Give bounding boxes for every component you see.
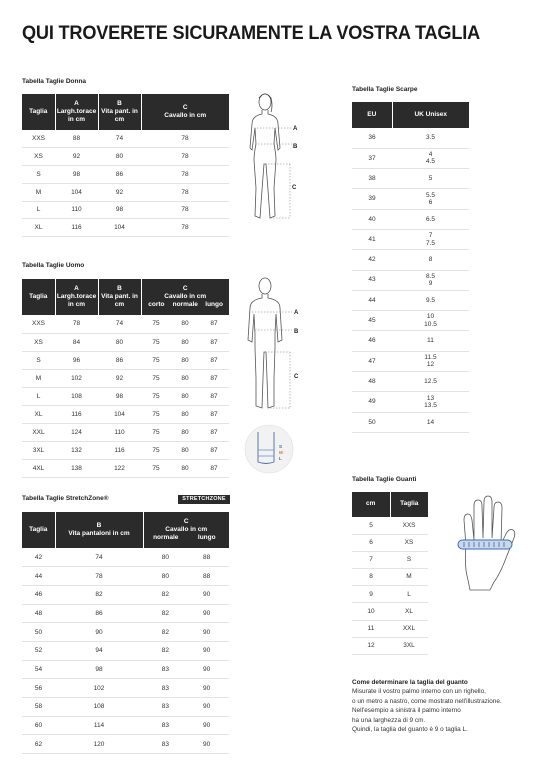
cavallo-value: 75 bbox=[152, 410, 160, 418]
table-cell: 9 bbox=[352, 586, 390, 603]
table-cell: 78 bbox=[141, 219, 229, 237]
table-cell: 116 bbox=[98, 441, 141, 459]
table-cell: L bbox=[390, 586, 428, 603]
table-cell: 92 bbox=[98, 369, 141, 387]
table-row bbox=[22, 459, 229, 477]
table-cell: 37 bbox=[352, 148, 392, 168]
cavallo-value: 87 bbox=[210, 428, 218, 436]
table-cell: 6.5 bbox=[392, 209, 469, 229]
table-cell: 50 bbox=[352, 412, 392, 432]
header-taglia: Taglia bbox=[22, 512, 55, 548]
table-cell: 44 bbox=[352, 290, 392, 310]
table-cell: 80 bbox=[98, 333, 141, 351]
glove-measure-note bbox=[352, 678, 530, 734]
cavallo-value: 90 bbox=[203, 684, 211, 692]
table-row bbox=[22, 441, 229, 459]
table-row bbox=[352, 311, 469, 331]
table-cell: 80 bbox=[98, 148, 141, 166]
table-cell: 8 bbox=[392, 250, 469, 270]
table-row bbox=[22, 201, 229, 219]
table-cell: 108 bbox=[55, 698, 143, 717]
table-cell: 8.5 9 bbox=[392, 270, 469, 290]
header-uk: UK Unisex bbox=[392, 102, 469, 128]
table-cell: 74 bbox=[98, 315, 141, 333]
table-cell: 56 bbox=[22, 679, 55, 698]
hand-measure-diagram bbox=[450, 494, 522, 594]
table-cell: 98 bbox=[98, 201, 141, 219]
table-cell: L bbox=[22, 201, 55, 219]
table-row bbox=[352, 569, 428, 586]
table-row bbox=[22, 548, 229, 567]
cavallo-value: 87 bbox=[210, 374, 218, 382]
cavallo-value: 83 bbox=[161, 684, 169, 692]
table-cell: XS bbox=[22, 333, 55, 351]
table-cell: 78 bbox=[141, 201, 229, 219]
cavallo-value: 75 bbox=[152, 446, 160, 454]
header-eu: EU bbox=[352, 102, 392, 128]
table-cell: 98 bbox=[55, 166, 98, 184]
table-cell: 62 bbox=[22, 735, 55, 754]
label-c: C bbox=[292, 185, 297, 191]
table-row bbox=[22, 369, 229, 387]
table-cell bbox=[141, 351, 229, 369]
table-cell: 92 bbox=[98, 183, 141, 201]
header-b: B Vita pantaloni in cm bbox=[55, 512, 143, 548]
table-row bbox=[352, 620, 428, 637]
cavallo-value: 90 bbox=[203, 609, 211, 617]
cavallo-value: 75 bbox=[152, 320, 160, 328]
table-cell: 120 bbox=[55, 735, 143, 754]
header-a: A Largh.torace in cm bbox=[55, 279, 98, 315]
cavallo-value: 80 bbox=[181, 338, 189, 346]
header-c: C Cavallo in cm corto normale lungo bbox=[141, 279, 229, 315]
label-a: A bbox=[293, 126, 298, 132]
table-cell bbox=[143, 641, 229, 660]
table-cell: 74 bbox=[55, 548, 143, 567]
table-cell: L bbox=[22, 387, 55, 405]
label-b: B bbox=[294, 329, 299, 335]
table-cell: S bbox=[22, 351, 55, 369]
table-cell: 54 bbox=[22, 660, 55, 679]
table-row bbox=[352, 331, 469, 351]
table-cell: 42 bbox=[22, 548, 55, 567]
cavallo-value: 80 bbox=[181, 374, 189, 382]
table-row bbox=[352, 189, 469, 209]
table-cell: 78 bbox=[141, 148, 229, 166]
table-row bbox=[22, 679, 229, 698]
table-cell: 11 bbox=[392, 331, 469, 351]
table-cell: 10 10.5 bbox=[392, 311, 469, 331]
cavallo-value: 83 bbox=[161, 665, 169, 673]
uomo-table-label: Tabella Taglie Uomo bbox=[22, 262, 85, 269]
table-cell: 102 bbox=[55, 369, 98, 387]
cavallo-value: 80 bbox=[181, 356, 189, 364]
table-cell bbox=[141, 441, 229, 459]
table-cell: XXS bbox=[22, 315, 55, 333]
table-cell: 5 bbox=[392, 169, 469, 189]
table-cell: 46 bbox=[352, 331, 392, 351]
table-cell bbox=[141, 405, 229, 423]
table-cell: 5.5 6 bbox=[392, 189, 469, 209]
table-cell: 3XL bbox=[22, 441, 55, 459]
table-row bbox=[22, 641, 229, 660]
table-cell: 7 bbox=[352, 551, 390, 568]
table-cell: XS bbox=[22, 148, 55, 166]
table-cell: 96 bbox=[55, 351, 98, 369]
header-taglia: Taglia bbox=[22, 94, 55, 130]
table-cell bbox=[143, 585, 229, 604]
cavallo-value: 82 bbox=[161, 647, 169, 655]
table-row bbox=[22, 130, 229, 148]
cavallo-value: 82 bbox=[161, 591, 169, 599]
table-cell bbox=[141, 387, 229, 405]
label-s: S bbox=[279, 444, 283, 449]
table-cell: 82 bbox=[55, 585, 143, 604]
stretchzone-size-table bbox=[22, 512, 229, 754]
table-cell: 88 bbox=[55, 130, 98, 148]
header-c: C Cavallo in cm bbox=[141, 94, 229, 130]
table-row bbox=[22, 183, 229, 201]
cavallo-value: 80 bbox=[181, 392, 189, 400]
table-cell: XXL bbox=[390, 620, 428, 637]
table-cell: 6 bbox=[352, 534, 390, 551]
cavallo-value: 87 bbox=[210, 464, 218, 472]
table-cell: 44 bbox=[22, 567, 55, 586]
header-cm: cm bbox=[352, 492, 390, 517]
table-cell: 45 bbox=[352, 311, 392, 331]
table-cell: 8 bbox=[352, 569, 390, 586]
table-cell: 104 bbox=[98, 219, 141, 237]
table-row bbox=[352, 551, 428, 568]
table-row bbox=[352, 169, 469, 189]
label-c: C bbox=[294, 374, 299, 380]
table-row bbox=[22, 660, 229, 679]
table-row bbox=[352, 128, 469, 148]
stretch-table-label: Tabella Taglie StretchZone® bbox=[22, 495, 109, 502]
table-cell: 78 bbox=[141, 183, 229, 201]
table-row bbox=[352, 603, 428, 620]
table-row bbox=[352, 250, 469, 270]
table-cell: 12 bbox=[352, 637, 390, 654]
table-row bbox=[22, 315, 229, 333]
cavallo-value: 80 bbox=[181, 428, 189, 436]
table-cell: 122 bbox=[98, 459, 141, 477]
table-row bbox=[22, 567, 229, 586]
table-cell bbox=[143, 660, 229, 679]
table-row bbox=[22, 423, 229, 441]
header-c: C Cavallo in cm normale lungo bbox=[143, 512, 229, 548]
table-cell: XL bbox=[390, 603, 428, 620]
cavallo-value: 90 bbox=[203, 740, 211, 748]
table-row bbox=[352, 148, 469, 168]
table-cell bbox=[141, 333, 229, 351]
table-row bbox=[352, 392, 469, 412]
table-cell: XL bbox=[22, 405, 55, 423]
scarpe-size-table bbox=[352, 102, 469, 433]
table-cell: 14 bbox=[392, 412, 469, 432]
label-b: B bbox=[293, 144, 298, 150]
cavallo-value: 83 bbox=[161, 703, 169, 711]
table-row bbox=[352, 209, 469, 229]
cavallo-value: 90 bbox=[203, 722, 211, 730]
table-cell: 48 bbox=[22, 604, 55, 623]
table-cell: 104 bbox=[98, 405, 141, 423]
cavallo-value: 87 bbox=[210, 392, 218, 400]
cavallo-value: 90 bbox=[203, 628, 211, 636]
label-l: L bbox=[279, 456, 282, 461]
table-row bbox=[352, 412, 469, 432]
table-cell: 86 bbox=[55, 604, 143, 623]
table-cell: XXL bbox=[22, 423, 55, 441]
table-cell: 98 bbox=[55, 660, 143, 679]
table-cell: 60 bbox=[22, 716, 55, 735]
table-cell bbox=[143, 623, 229, 642]
table-cell: 5 bbox=[352, 517, 390, 534]
label-m: M bbox=[279, 450, 283, 455]
cavallo-value: 80 bbox=[181, 320, 189, 328]
table-cell: 78 bbox=[55, 315, 98, 333]
page-title: QUI TROVERETE SICURAMENTE LA VOSTRA TAGLIA bbox=[22, 22, 480, 44]
table-cell: 78 bbox=[141, 130, 229, 148]
table-cell: 42 bbox=[352, 250, 392, 270]
cavallo-value: 90 bbox=[203, 665, 211, 673]
table-row bbox=[22, 219, 229, 237]
table-cell: 78 bbox=[141, 166, 229, 184]
table-cell bbox=[141, 369, 229, 387]
table-row bbox=[22, 716, 229, 735]
table-cell: 40 bbox=[352, 209, 392, 229]
table-row bbox=[352, 351, 469, 371]
table-cell: 3XL bbox=[390, 637, 428, 654]
table-row bbox=[352, 637, 428, 654]
note-line: Nell'esempio a sinistra il palmo interno bbox=[352, 707, 461, 715]
table-cell: 58 bbox=[22, 698, 55, 717]
cavallo-value: 87 bbox=[210, 320, 218, 328]
cavallo-value: 87 bbox=[210, 410, 218, 418]
table-cell: 39 bbox=[352, 189, 392, 209]
cavallo-value: 90 bbox=[203, 591, 211, 599]
scarpe-table-label: Tabella Taglie Scarpe bbox=[352, 86, 418, 93]
cavallo-value: 90 bbox=[203, 647, 211, 655]
table-cell: 84 bbox=[55, 333, 98, 351]
note-title: Come determinare la taglia del guanto bbox=[352, 679, 468, 686]
table-cell: S bbox=[390, 551, 428, 568]
woman-body-diagram bbox=[240, 88, 305, 228]
table-cell: 108 bbox=[55, 387, 98, 405]
cavallo-value: 75 bbox=[152, 374, 160, 382]
table-cell bbox=[141, 459, 229, 477]
table-cell: S bbox=[22, 166, 55, 184]
cavallo-value: 80 bbox=[181, 464, 189, 472]
table-cell: 138 bbox=[55, 459, 98, 477]
table-cell: 110 bbox=[98, 423, 141, 441]
table-row bbox=[22, 333, 229, 351]
cavallo-value: 80 bbox=[161, 572, 169, 580]
table-cell: 86 bbox=[98, 351, 141, 369]
table-cell: 12.5 bbox=[392, 372, 469, 392]
table-cell: 92 bbox=[55, 148, 98, 166]
header-taglia: Taglia bbox=[390, 492, 428, 517]
table-cell: 49 bbox=[352, 392, 392, 412]
table-cell: 124 bbox=[55, 423, 98, 441]
table-cell bbox=[143, 716, 229, 735]
cavallo-value: 87 bbox=[210, 338, 218, 346]
table-cell: 90 bbox=[55, 623, 143, 642]
stretchzone-logo: STRETCHZONE bbox=[178, 495, 230, 504]
cavallo-value: 80 bbox=[181, 410, 189, 418]
guanti-size-table bbox=[352, 492, 428, 655]
cavallo-value: 75 bbox=[152, 464, 160, 472]
leg-length-diagram bbox=[244, 424, 294, 474]
table-row bbox=[352, 229, 469, 249]
table-cell: 36 bbox=[352, 128, 392, 148]
table-cell: M bbox=[22, 369, 55, 387]
table-row bbox=[22, 735, 229, 754]
note-line: Misurate il vostro palmo interno con un righello, bbox=[352, 688, 486, 696]
table-cell: XXS bbox=[22, 130, 55, 148]
table-row bbox=[22, 585, 229, 604]
table-row bbox=[22, 698, 229, 717]
table-cell bbox=[143, 604, 229, 623]
table-cell: 7 7.5 bbox=[392, 229, 469, 249]
guanti-table-label: Tabella Taglie Guanti bbox=[352, 476, 417, 483]
table-cell: 104 bbox=[55, 183, 98, 201]
cavallo-value: 80 bbox=[181, 446, 189, 454]
table-row bbox=[352, 586, 428, 603]
table-cell: 41 bbox=[352, 229, 392, 249]
table-cell bbox=[143, 567, 229, 586]
table-cell: 102 bbox=[55, 679, 143, 698]
header-taglia: Taglia bbox=[22, 279, 55, 315]
cavallo-value: 83 bbox=[161, 740, 169, 748]
table-cell: 43 bbox=[352, 270, 392, 290]
note-line: Quindi, la taglia del guanto è 9 o taglia L. bbox=[352, 726, 468, 734]
cavallo-value: 87 bbox=[210, 356, 218, 364]
table-cell: 116 bbox=[55, 219, 98, 237]
table-cell: XS bbox=[390, 534, 428, 551]
table-cell: 13 13.5 bbox=[392, 392, 469, 412]
table-row bbox=[22, 166, 229, 184]
table-cell: 86 bbox=[98, 166, 141, 184]
table-row bbox=[352, 372, 469, 392]
table-cell: XXS bbox=[390, 517, 428, 534]
donna-table-label: Tabella Taglie Donna bbox=[22, 78, 87, 85]
table-cell: 48 bbox=[352, 372, 392, 392]
table-cell: 116 bbox=[55, 405, 98, 423]
table-cell: 132 bbox=[55, 441, 98, 459]
table-cell bbox=[141, 315, 229, 333]
table-row bbox=[352, 270, 469, 290]
table-cell: 4 4.5 bbox=[392, 148, 469, 168]
cavallo-value: 90 bbox=[203, 703, 211, 711]
table-row bbox=[22, 148, 229, 166]
table-row bbox=[22, 387, 229, 405]
table-row bbox=[22, 405, 229, 423]
cavallo-value: 80 bbox=[161, 553, 169, 561]
table-cell bbox=[143, 698, 229, 717]
header-b: B Vita pant. in cm bbox=[98, 94, 141, 130]
man-body-diagram bbox=[240, 274, 305, 414]
note-line: ha una larghezza di 9 cm. bbox=[352, 716, 426, 724]
cavallo-value: 75 bbox=[152, 428, 160, 436]
table-cell: 11.5 12 bbox=[392, 351, 469, 371]
donna-size-table bbox=[22, 94, 229, 237]
cavallo-value: 88 bbox=[203, 553, 211, 561]
label-a: A bbox=[294, 310, 299, 316]
table-row bbox=[22, 351, 229, 369]
cavallo-value: 75 bbox=[152, 392, 160, 400]
cavallo-value: 75 bbox=[152, 356, 160, 364]
note-line: o un metro a nastro, come mostrato nell'illustrazione. bbox=[352, 697, 502, 705]
table-cell: 114 bbox=[55, 716, 143, 735]
cavallo-value: 75 bbox=[152, 338, 160, 346]
table-row bbox=[22, 604, 229, 623]
table-cell bbox=[141, 423, 229, 441]
table-cell: 3.5 bbox=[392, 128, 469, 148]
table-row bbox=[352, 534, 428, 551]
cavallo-value: 82 bbox=[161, 628, 169, 636]
cavallo-value: 87 bbox=[210, 446, 218, 454]
table-cell: M bbox=[390, 569, 428, 586]
table-cell: 9.5 bbox=[392, 290, 469, 310]
cavallo-value: 82 bbox=[161, 609, 169, 617]
table-cell: 11 bbox=[352, 620, 390, 637]
table-cell bbox=[143, 548, 229, 567]
table-cell: 94 bbox=[55, 641, 143, 660]
table-cell: M bbox=[22, 183, 55, 201]
table-cell: 110 bbox=[55, 201, 98, 219]
cavallo-value: 83 bbox=[161, 722, 169, 730]
uomo-size-table bbox=[22, 279, 229, 478]
table-cell: 52 bbox=[22, 641, 55, 660]
header-b: B Vita pant. in cm bbox=[98, 279, 141, 315]
table-cell: 47 bbox=[352, 351, 392, 371]
table-row bbox=[22, 623, 229, 642]
table-cell: 38 bbox=[352, 169, 392, 189]
table-row bbox=[352, 290, 469, 310]
table-cell: 10 bbox=[352, 603, 390, 620]
table-cell: 98 bbox=[98, 387, 141, 405]
table-cell: 4XL bbox=[22, 459, 55, 477]
cavallo-value: 88 bbox=[203, 572, 211, 580]
table-cell: 50 bbox=[22, 623, 55, 642]
header-a: A Largh.torace in cm bbox=[55, 94, 98, 130]
table-cell: 74 bbox=[98, 130, 141, 148]
table-cell: 78 bbox=[55, 567, 143, 586]
table-row bbox=[352, 517, 428, 534]
table-cell bbox=[143, 735, 229, 754]
table-cell bbox=[143, 679, 229, 698]
table-cell: XL bbox=[22, 219, 55, 237]
table-cell: 46 bbox=[22, 585, 55, 604]
